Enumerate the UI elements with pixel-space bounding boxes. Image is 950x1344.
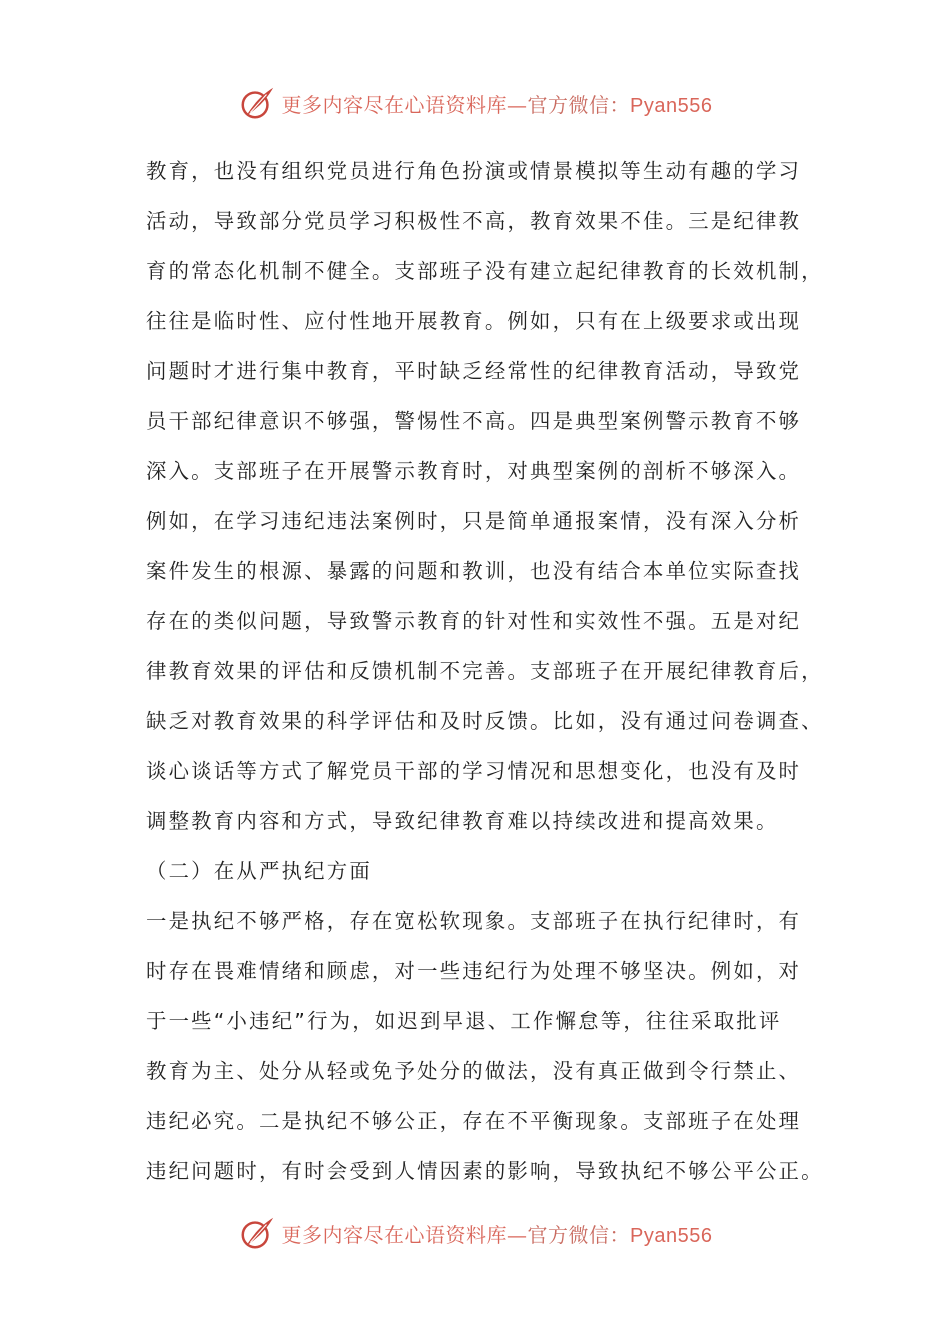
text-line: 例如，在学习违纪违法案例时，只是简单通报案情，没有深入分析: [146, 509, 802, 533]
text-line: 存在的类似问题，导致警示教育的针对性和实效性不强。五是对纪: [146, 609, 802, 633]
text-line: 问题时才进行集中教育，平时缺乏经常性的纪律教育活动，导致党: [146, 359, 802, 383]
banner-dash: —: [507, 92, 528, 117]
text-line: 一是执纪不够严格，存在宽松软现象。支部班子在执行纪律时，有: [146, 909, 802, 933]
section-heading: （二）在从严执纪方面: [146, 859, 372, 883]
banner-wechat-label: 官方微信：: [527, 1222, 631, 1247]
banner-wechat-label: 官方微信：: [527, 92, 631, 117]
quill-pen-icon: [238, 84, 276, 122]
banner-account: Pyan556: [630, 94, 713, 117]
quill-pen-icon: [238, 1214, 276, 1252]
text-line: 于一些“小违纪”行为，如迟到早退、工作懈怠等，往往采取批评: [146, 1009, 782, 1033]
text-line: 活动，导致部分党员学习积极性不高，教育效果不佳。三是纪律教: [146, 209, 802, 233]
text-line: 教育为主、处分从轻或免予处分的做法，没有真正做到令行禁止、: [146, 1059, 802, 1083]
banner-title: 更多内容尽在心语资料库: [281, 1222, 508, 1247]
text-line: 时存在畏难情绪和顾虑，对一些违纪行为处理不够坚决。例如，对: [146, 959, 802, 983]
banner-text: [282, 1219, 713, 1248]
text-line: 调整教育内容和方式，导致纪律教育难以持续改进和提高效果。: [146, 809, 779, 833]
header-watermark-banner: [0, 81, 950, 125]
text-line: 深入。支部班子在开展警示教育时，对典型案例的剖析不够深入。: [146, 459, 802, 483]
text-line: 缺乏对教育效果的科学评估和及时反馈。比如，没有通过问卷调查、: [146, 709, 824, 733]
banner-dash: —: [507, 1222, 528, 1247]
text-line: 育的常态化机制不健全。支部班子没有建立起纪律教育的长效机制，: [146, 259, 824, 283]
document-body: [146, 146, 826, 1196]
text-line: 员干部纪律意识不够强，警惕性不高。四是典型案例警示教育不够: [146, 409, 802, 433]
text-line: 律教育效果的评估和反馈机制不完善。支部班子在开展纪律教育后，: [146, 659, 824, 683]
banner-account: Pyan556: [630, 1224, 713, 1247]
text-line: 案件发生的根源、暴露的问题和教训，也没有结合本单位实际查找: [146, 559, 802, 583]
text-line: 谈心谈话等方式了解党员干部的学习情况和思想变化，也没有及时: [146, 759, 802, 783]
banner-text: [282, 89, 713, 118]
text-line: 违纪问题时，有时会受到人情因素的影响，导致执纪不够公平公正。: [146, 1159, 824, 1183]
text-line: 违纪必究。二是执纪不够公正，存在不平衡现象。支部班子在处理: [146, 1109, 802, 1133]
footer-watermark-banner: [0, 1211, 950, 1255]
banner-title: 更多内容尽在心语资料库: [281, 92, 508, 117]
text-line: 往往是临时性、应付性地开展教育。例如，只有在上级要求或出现: [146, 309, 802, 333]
text-line: 教育，也没有组织党员进行角色扮演或情景模拟等生动有趣的学习: [146, 159, 802, 183]
